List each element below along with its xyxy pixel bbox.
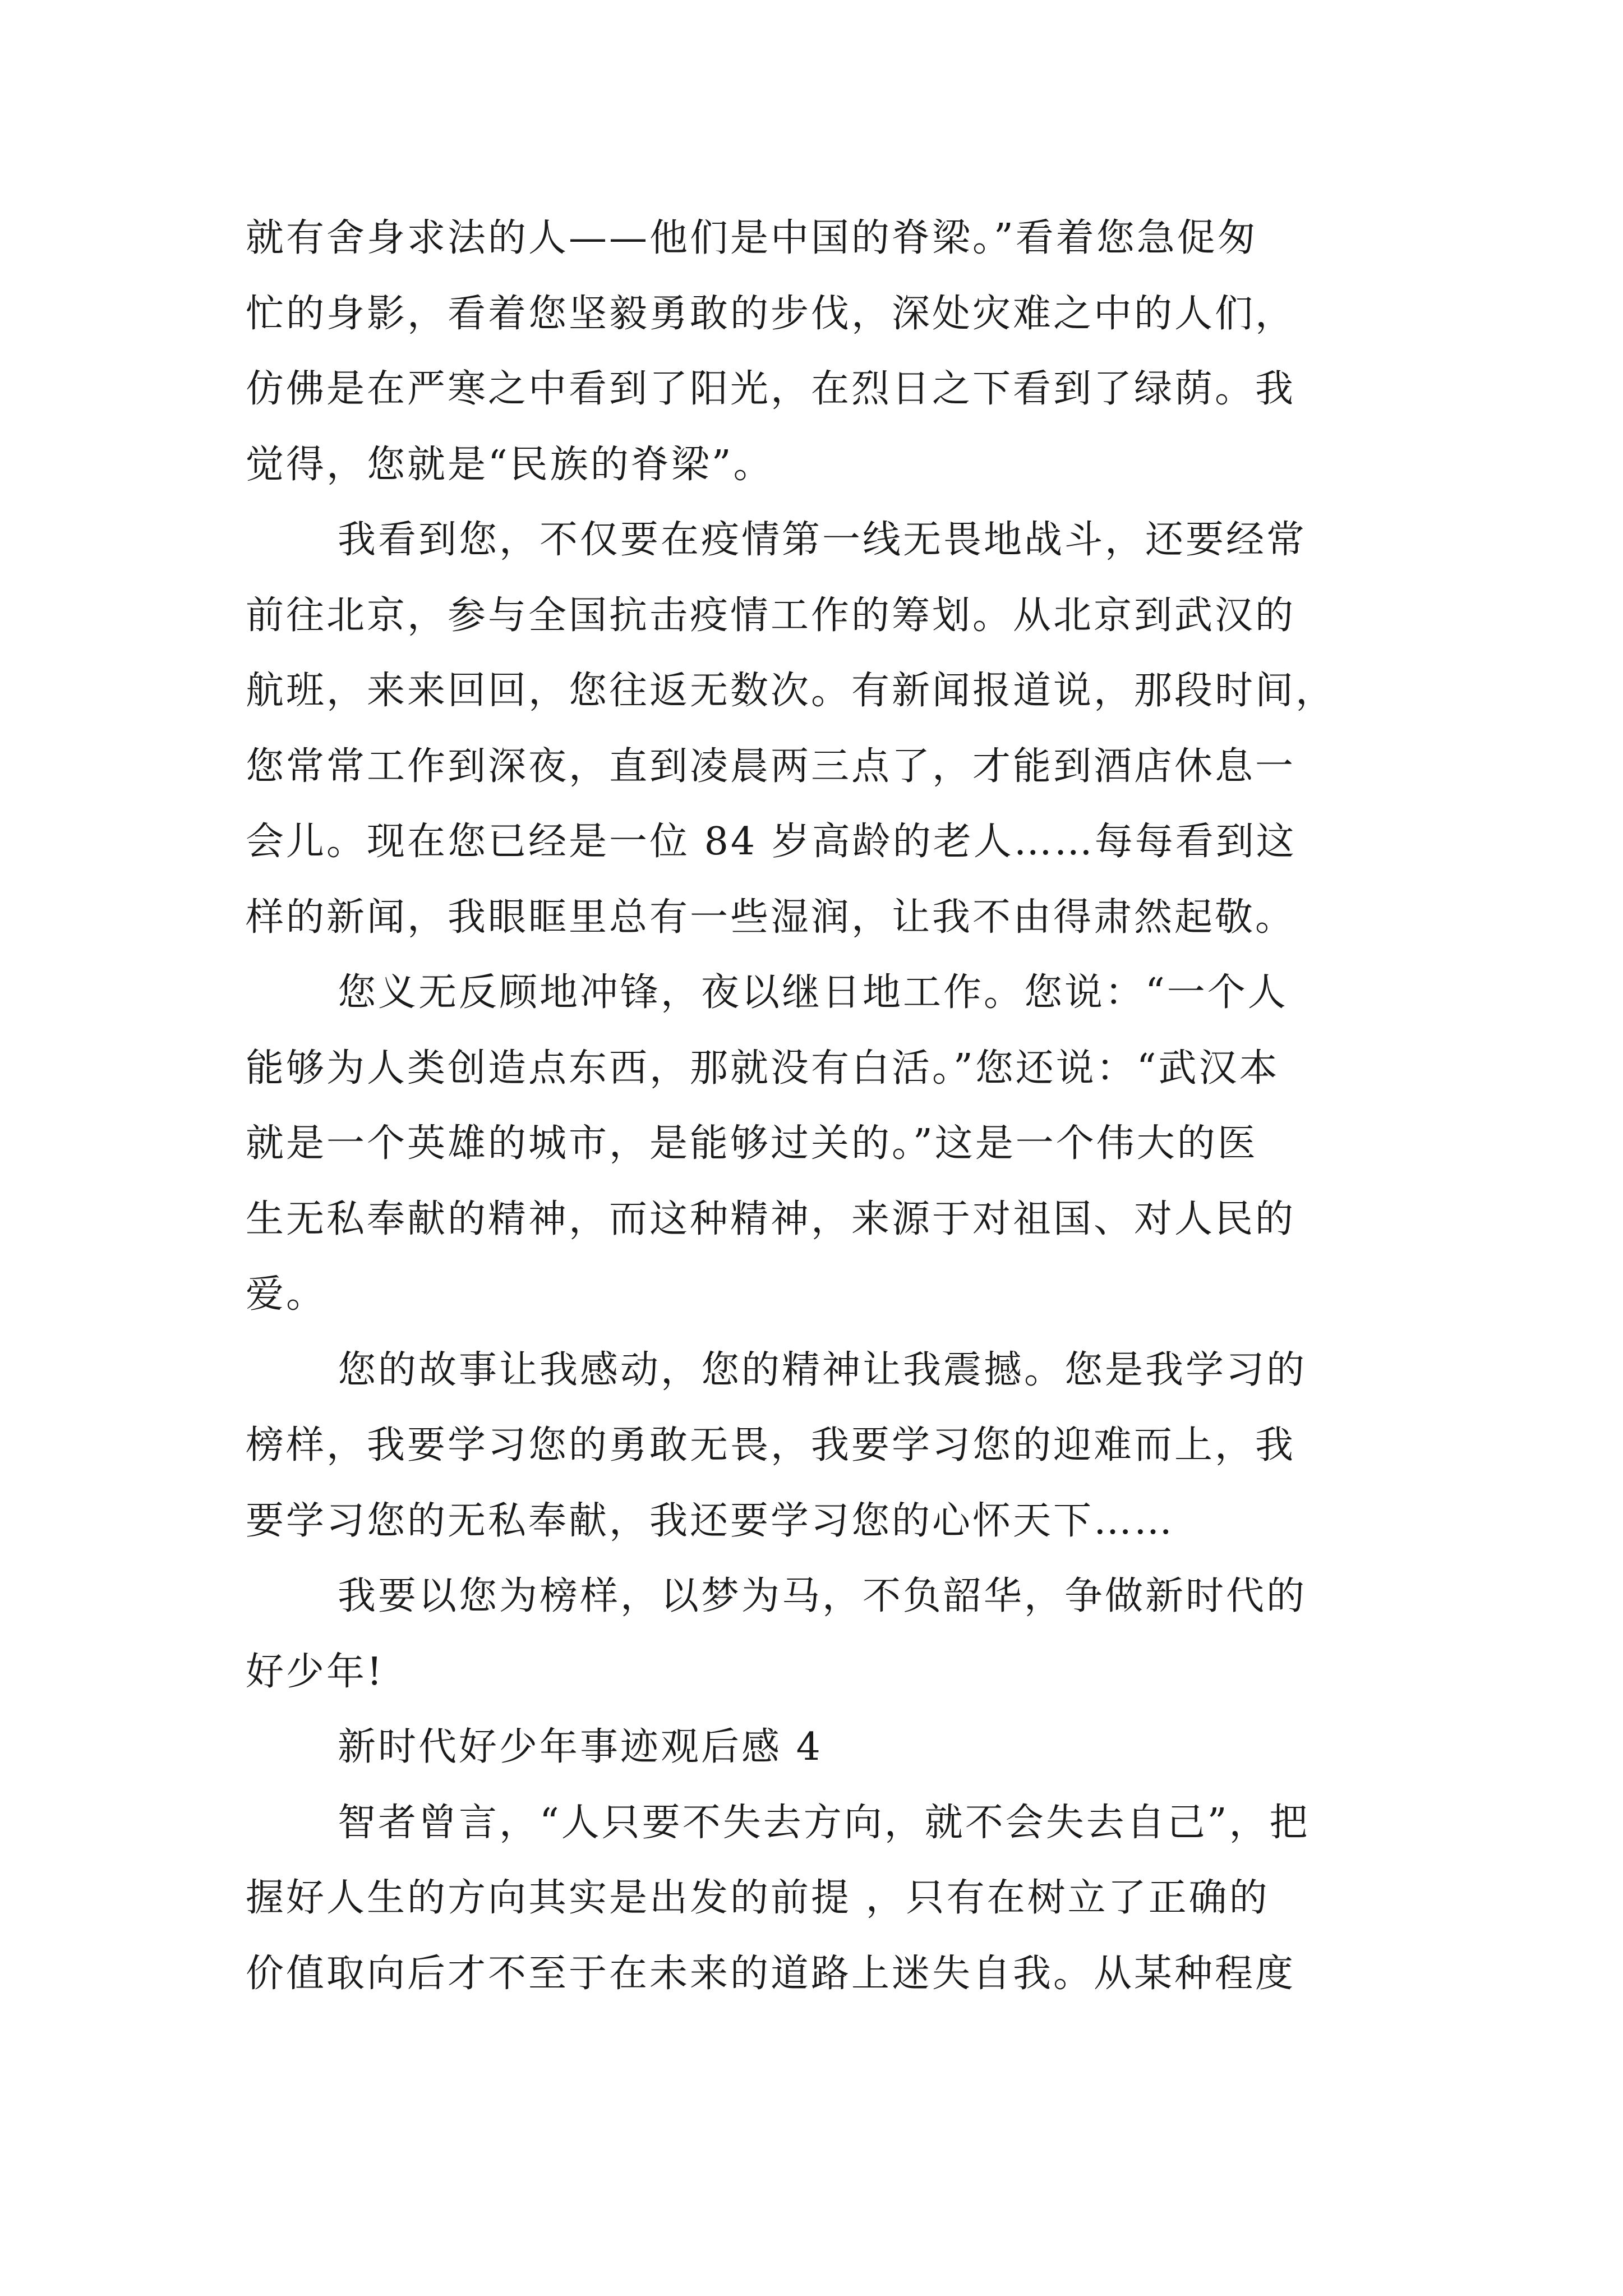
document-body: [246, 201, 1378, 2012]
text-line: 就有舍身求法的人——他们是中国的脊梁。”看着您急促匆: [246, 216, 1258, 260]
text-line: 爱。: [246, 1272, 327, 1317]
paragraph-start-line: 我看到您，不仅要在疫情第一线无畏地战斗，还要经常: [338, 518, 1307, 562]
text-line: 忙的身影，看着您坚毅勇敢的步伐，深处灾难之中的人们，: [246, 291, 1296, 336]
text-line: 就是一个英雄的城市，是能够过关的。”这是一个伟大的医: [246, 1121, 1258, 1166]
text-line: 生无私奉献的精神，而这种精神，来源于对祖国、对人民的: [246, 1197, 1296, 1241]
paragraph-start-line: 我要以您为榜样，以梦为马，不负韶华，争做新时代的: [338, 1574, 1307, 1618]
text-line: 仿佛是在严寒之中看到了阳光，在烈日之下看到了绿荫。我: [246, 367, 1296, 411]
paragraph-start-line: 您的故事让我感动，您的精神让我震撼。您是我学习的: [338, 1347, 1307, 1392]
text-line: 觉得，您就是“民族的脊梁”。: [246, 442, 774, 487]
text-line: 榜样，我要学习您的勇敢无畏，我要学习您的迎难而上，我: [246, 1423, 1296, 1467]
text-line: 要学习您的无私奉献，我还要学习您的心怀天下……: [246, 1498, 1175, 1543]
text-line: 样的新闻，我眼眶里总有一些湿润，让我不由得肃然起敬。: [246, 895, 1296, 940]
text-line: 好少年!: [246, 1649, 385, 1694]
text-line: 您常常工作到深夜，直到凌晨两三点了，才能到酒店休息一: [246, 744, 1296, 789]
text-line: 握好人生的方向其实是出发的前提 ，只有在树立了正确的: [246, 1876, 1270, 1920]
text-line: 价值取向后才不至于在未来的道路上迷失自我。从某种程度: [246, 1951, 1296, 1996]
text-line: 航班，来来回回，您往返无数次。有新闻报道说，那段时间，: [246, 669, 1336, 713]
paragraph-start-line: 您义无反顾地冲锋，夜以继日地工作。您说：“一个人: [338, 970, 1288, 1015]
text-line: 会儿。现在您已经是一位 84 岁高龄的老人……每每看到这: [246, 820, 1297, 864]
paragraph-start-line: 智者曾言，“人只要不失去方向，就不会失去自己”，把: [338, 1800, 1310, 1845]
section-heading: 新时代好少年事迹观后感 4: [338, 1725, 823, 1769]
text-line: 前往北京，参与全国抗击疫情工作的筹划。从北京到武汉的: [246, 593, 1296, 638]
text-line: 能够为人类创造点东西，那就没有白活。”您还说：“武汉本: [246, 1046, 1280, 1091]
